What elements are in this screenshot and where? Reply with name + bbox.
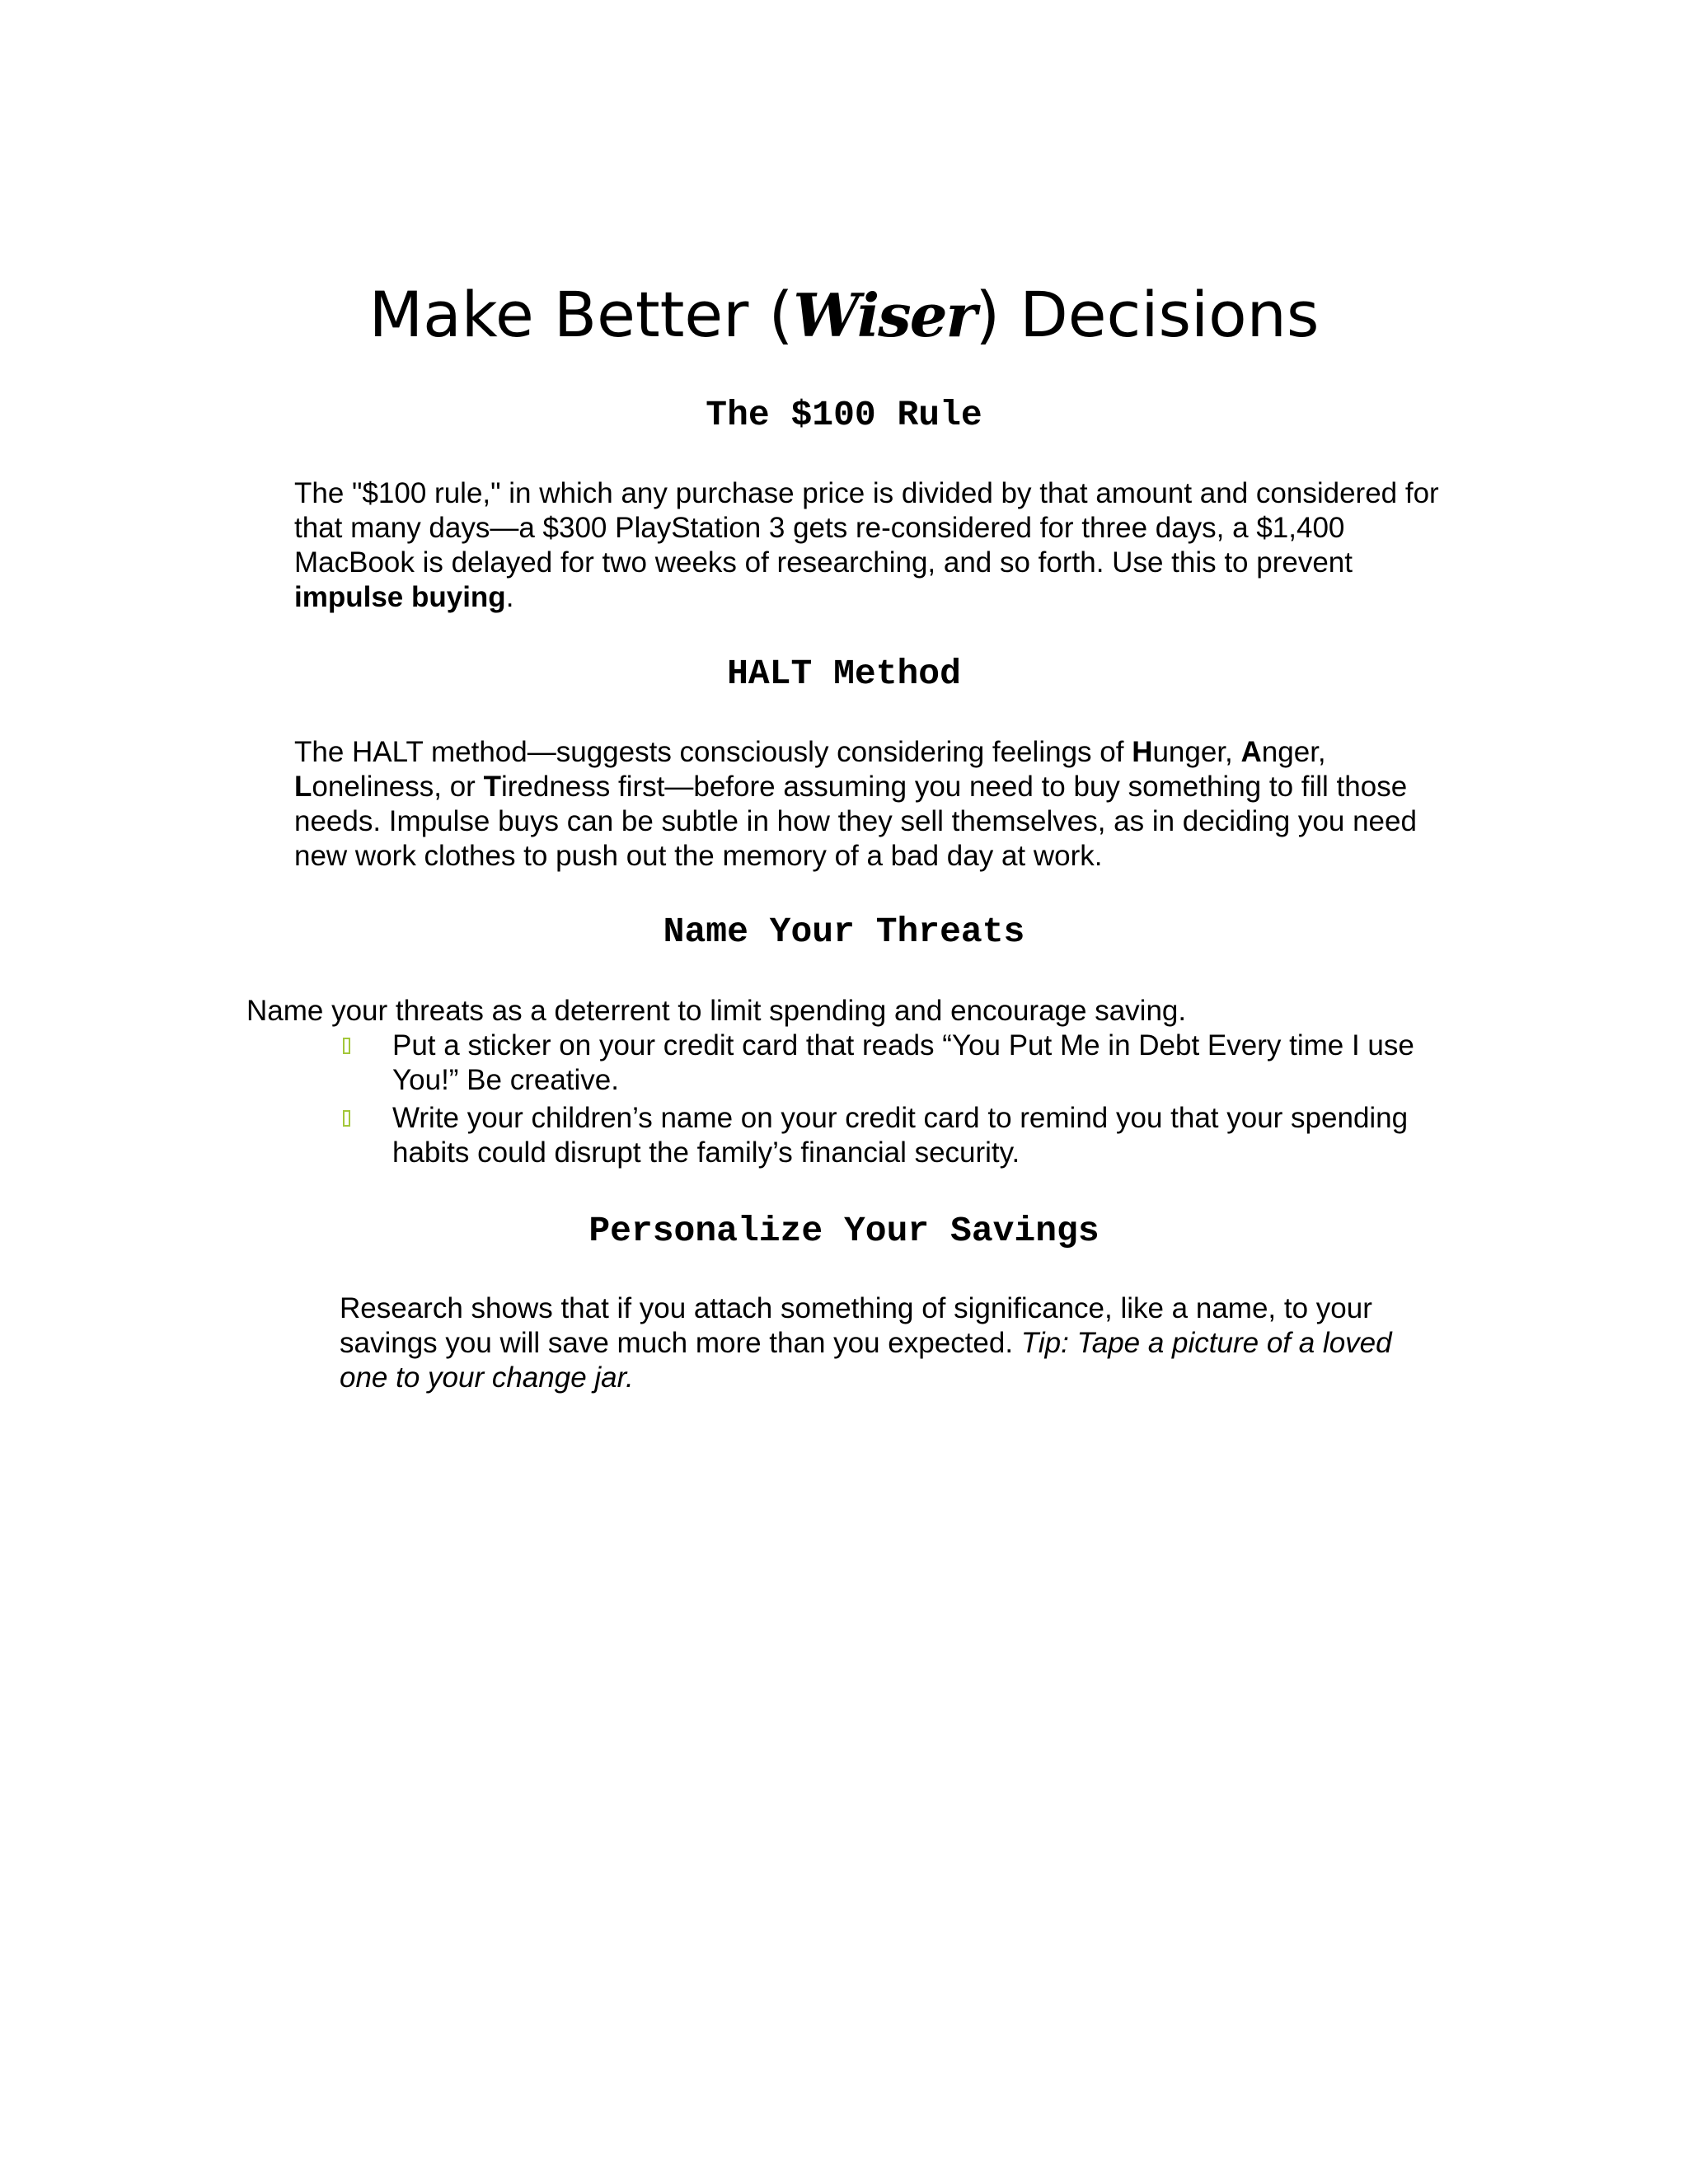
page-title [0, 274, 1688, 357]
savings-text: Research shows that if you attach something of significance, like a name, to your savings you will save much more than you expected. [340, 1292, 1372, 1359]
bullet-text: Put a sticker on your credit card that reads “You Put Me in Debt Every time I use You!” Be creative. [392, 1029, 1414, 1096]
list-item [340, 1029, 1436, 1098]
heading-name-your-threats: Name Your Threats [663, 912, 1025, 952]
halt-letter-h: H [1132, 736, 1153, 768]
halt-text-2: unger, [1152, 736, 1241, 768]
paragraph-halt-method [294, 735, 1440, 874]
heading-100-rule: The $100 Rule [706, 395, 982, 435]
title-before: Make Better ( [368, 278, 794, 351]
paragraph-threats-intro: Name your threats as a deterrent to limit spending and encourage saving. [246, 995, 1187, 1027]
halt-text-3: nger, [1261, 736, 1326, 768]
bullet-text: Write your children’s name on your credit card to remind you that your spending habits could disrupt the family’s financial security. [392, 1102, 1409, 1169]
halt-letter-l: L [294, 771, 312, 803]
halt-text-5: iredness first—before assuming you need to buy something to fill those needs. Impulse buys can be subtle in how they sell themselves, as in deciding you need new work clothes to push out the memory of a bad day at work. [294, 771, 1417, 872]
title-emphasis: Wiser [793, 280, 976, 350]
paragraph-personalize-savings [340, 1291, 1444, 1395]
bullet-box-icon [343, 1110, 350, 1127]
list-item [340, 1101, 1436, 1170]
text-100-rule: The "$100 rule," in which any purchase price is divided by that amount and considered for that many days—a $300 PlayStation 3 gets re-considered for three days, a $1,400 MacBook is delayed for two weeks of researching, and so forth. Use this to prevent [294, 477, 1439, 579]
savings-tip: Tip: Tape a picture of a loved one to your change jar. [340, 1327, 1392, 1394]
paragraph-100-rule [294, 476, 1440, 615]
halt-letter-a: A [1240, 736, 1262, 768]
text-impulse-buying: impulse buying [294, 581, 506, 613]
halt-letter-t: T [483, 771, 501, 803]
title-after: ) Decisions [975, 278, 1320, 351]
halt-text-1: The HALT method—suggests consciously considering feelings of [294, 736, 1132, 768]
halt-text-4: oneliness, or [312, 771, 484, 803]
threats-bullet-list [340, 1029, 1436, 1174]
text-100-rule-end: . [505, 581, 514, 613]
heading-personalize-savings: Personalize Your Savings [588, 1211, 1100, 1251]
bullet-box-icon [343, 1038, 350, 1054]
heading-halt-method: HALT Method [727, 654, 961, 694]
